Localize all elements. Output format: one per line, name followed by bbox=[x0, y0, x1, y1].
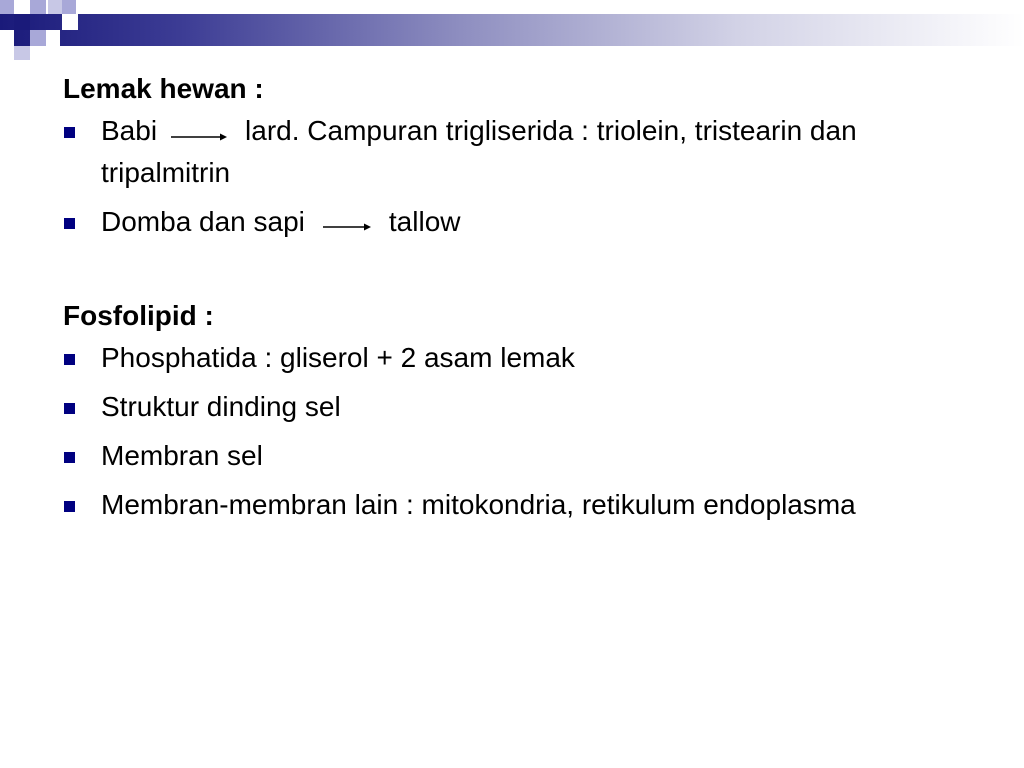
item-text: Babi bbox=[101, 115, 158, 146]
item-text: Phosphatida : gliserol + 2 asam lemak bbox=[101, 342, 575, 374]
header-gradient-bar bbox=[0, 14, 1024, 46]
list-item bbox=[63, 436, 963, 476]
square-bullet-icon bbox=[64, 354, 75, 365]
item-text: Domba dan sapi bbox=[101, 205, 305, 237]
right-arrow-icon bbox=[323, 203, 371, 243]
item-text: Membran-membran lain : mitokondria, retikulum endoplasma bbox=[101, 489, 856, 521]
bullet-list-fosfolipid bbox=[63, 338, 963, 525]
item-text: lard. Campuran trigliserida : triolein, tristearin dan tripalmitrin bbox=[101, 115, 857, 188]
section-heading-fosfolipid: Fosfolipid : bbox=[63, 300, 214, 332]
list-item bbox=[63, 202, 963, 244]
list-item bbox=[63, 338, 963, 378]
bullet-list-lemak-hewan bbox=[63, 111, 963, 243]
list-item bbox=[63, 387, 963, 427]
list-item bbox=[63, 485, 963, 525]
item-text: Membran sel bbox=[101, 440, 263, 472]
right-arrow-icon bbox=[171, 113, 227, 153]
square-bullet-icon bbox=[64, 403, 75, 414]
item-text: tallow bbox=[388, 205, 461, 237]
square-bullet-icon bbox=[64, 501, 75, 512]
section-heading-lemak-hewan: Lemak hewan : bbox=[63, 73, 264, 104]
list-item bbox=[63, 111, 963, 193]
slide-content bbox=[63, 70, 963, 534]
square-bullet-icon bbox=[64, 218, 75, 229]
item-text: Struktur dinding sel bbox=[101, 391, 341, 423]
square-bullet-icon bbox=[64, 127, 75, 138]
square-bullet-icon bbox=[64, 452, 75, 463]
